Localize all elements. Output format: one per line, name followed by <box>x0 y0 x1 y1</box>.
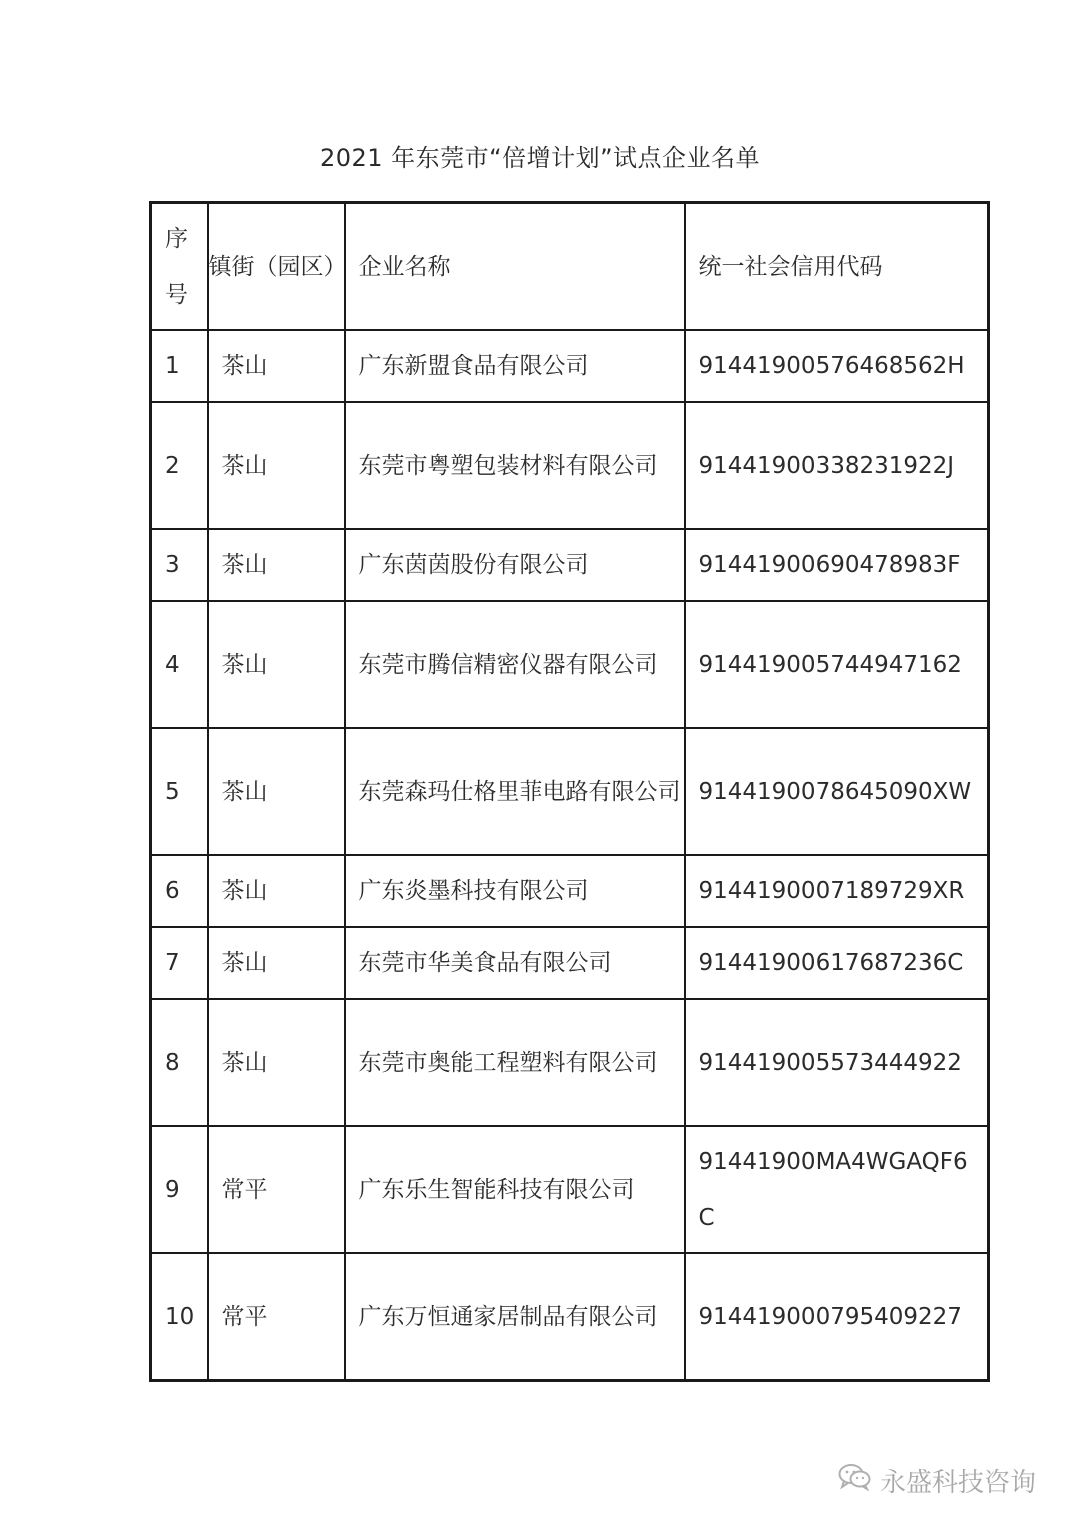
cell-code: 91441900338231922J <box>685 402 989 529</box>
cell-seq: 7 <box>151 927 208 999</box>
watermark-text: 永盛科技咨询 <box>880 1467 1037 1498</box>
table-row <box>151 1126 989 1253</box>
cell-company: 广东新盟食品有限公司 <box>345 330 685 402</box>
cell-company: 东莞市华美食品有限公司 <box>345 927 685 999</box>
table-row <box>151 855 989 927</box>
table-row <box>151 927 989 999</box>
header-seq: 序号 <box>151 203 208 331</box>
cell-town: 常平 <box>208 1126 345 1253</box>
cell-company: 东莞市粤塑包装材料有限公司 <box>345 402 685 529</box>
cell-code: 9144190007189729XR <box>685 855 989 927</box>
table-header-row <box>151 203 989 331</box>
wechat-icon <box>838 1463 880 1498</box>
cell-code: 91441900MA4WGAQF6C <box>685 1126 989 1253</box>
cell-seq: 2 <box>151 402 208 529</box>
header-code: 统一社会信用代码 <box>685 203 989 331</box>
table-row <box>151 999 989 1126</box>
cell-seq: 5 <box>151 728 208 855</box>
cell-seq: 6 <box>151 855 208 927</box>
cell-code: 91441900576468562H <box>685 330 989 402</box>
cell-company: 广东乐生智能科技有限公司 <box>345 1126 685 1253</box>
header-town: 镇街（园区） <box>208 203 345 331</box>
cell-seq: 1 <box>151 330 208 402</box>
cell-code: 914419005744947162 <box>685 601 989 728</box>
cell-company: 东莞市奥能工程塑料有限公司 <box>345 999 685 1126</box>
cell-seq: 9 <box>151 1126 208 1253</box>
cell-town: 茶山 <box>208 601 345 728</box>
header-company: 企业名称 <box>345 203 685 331</box>
watermark <box>838 1460 1058 1500</box>
table-row <box>151 330 989 402</box>
cell-town: 常平 <box>208 1253 345 1381</box>
table-row <box>151 402 989 529</box>
cell-seq: 8 <box>151 999 208 1126</box>
cell-town: 茶山 <box>208 402 345 529</box>
table-row <box>151 1253 989 1381</box>
cell-code: 914419005573444922 <box>685 999 989 1126</box>
cell-company: 广东茵茵股份有限公司 <box>345 529 685 601</box>
cell-company: 广东炎墨科技有限公司 <box>345 855 685 927</box>
cell-seq: 4 <box>151 601 208 728</box>
table-row <box>151 728 989 855</box>
enterprise-table <box>149 201 990 1382</box>
cell-seq: 3 <box>151 529 208 601</box>
cell-code: 9144190078645090XW <box>685 728 989 855</box>
document-title: 2021 年东莞市“倍增计划”试点企业名单 <box>319 144 761 172</box>
cell-company: 东莞市腾信精密仪器有限公司 <box>345 601 685 728</box>
cell-town: 茶山 <box>208 927 345 999</box>
cell-town: 茶山 <box>208 999 345 1126</box>
cell-seq: 10 <box>151 1253 208 1381</box>
cell-town: 茶山 <box>208 728 345 855</box>
cell-town: 茶山 <box>208 855 345 927</box>
table-row <box>151 601 989 728</box>
cell-town: 茶山 <box>208 529 345 601</box>
cell-town: 茶山 <box>208 330 345 402</box>
table-row <box>151 529 989 601</box>
cell-company: 东莞森玛仕格里菲电路有限公司 <box>345 728 685 855</box>
cell-code: 91441900617687236C <box>685 927 989 999</box>
cell-company: 广东万恒通家居制品有限公司 <box>345 1253 685 1381</box>
cell-code: 91441900690478983F <box>685 529 989 601</box>
cell-code: 914419000795409227 <box>685 1253 989 1381</box>
